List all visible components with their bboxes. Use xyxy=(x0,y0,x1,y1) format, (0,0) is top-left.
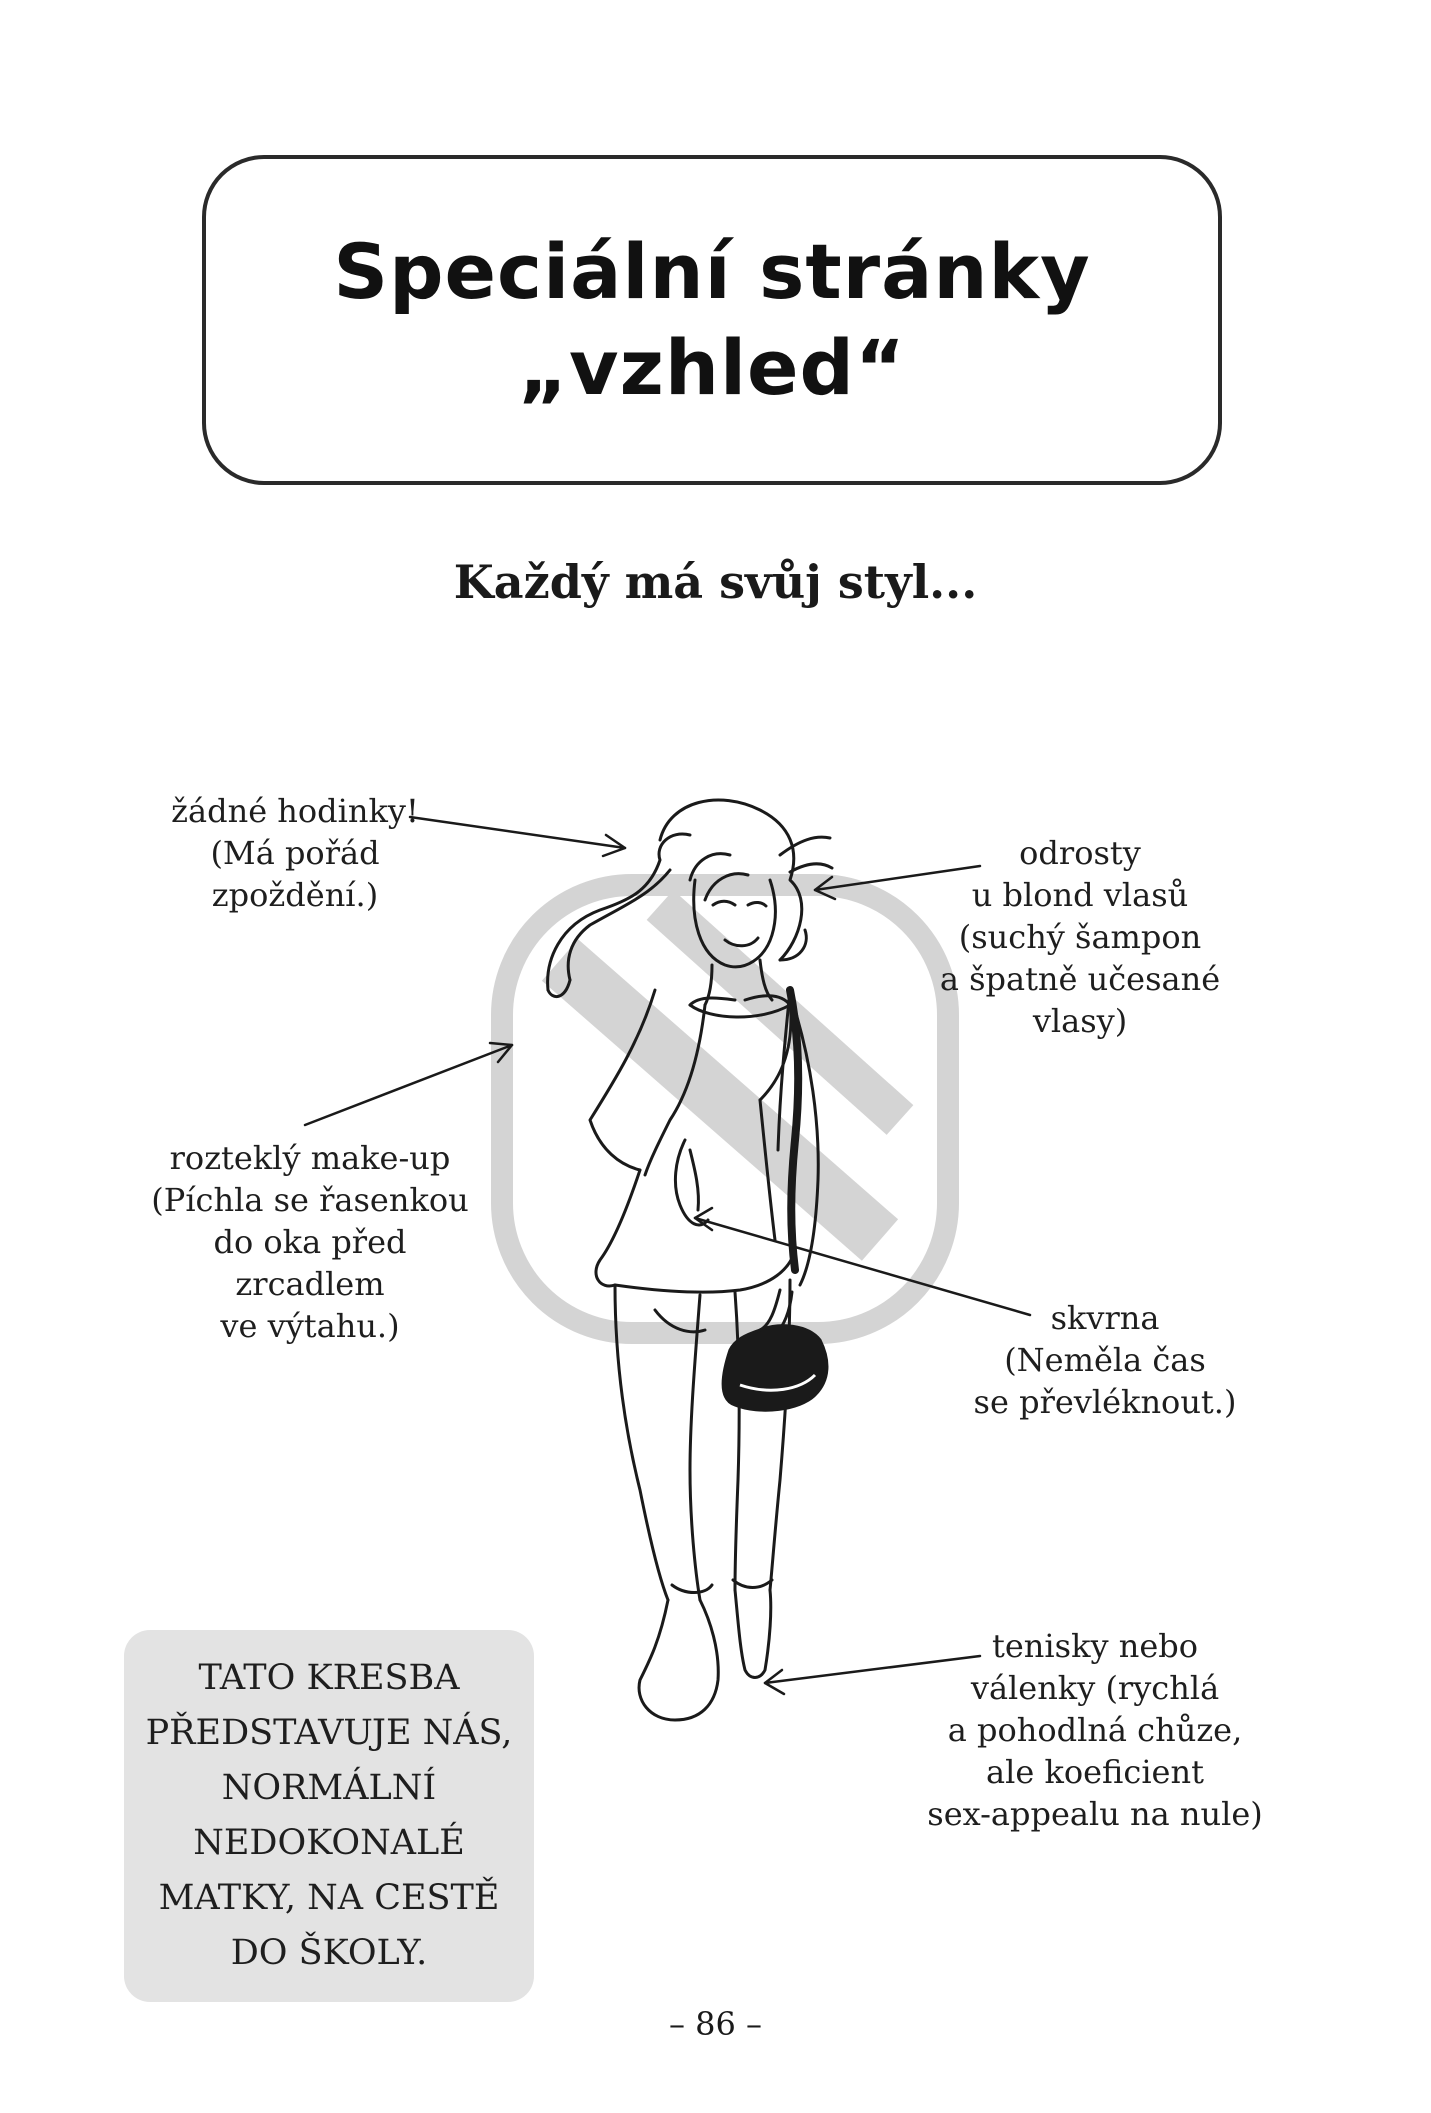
chapter-title-line-1: Speciální stránky xyxy=(333,227,1091,316)
annotation-makeup-line: (Píchla se řasenkou xyxy=(151,1181,469,1219)
annotation-shoes-line: válenky (rychlá xyxy=(970,1669,1220,1707)
note-line: MATKY, NA CESTĚ xyxy=(158,1878,500,1918)
annotation-shoes-line: tenisky nebo xyxy=(992,1627,1198,1665)
annotation-stain-line: skvrna xyxy=(1050,1299,1160,1337)
annotation-watch-line: zpoždění.) xyxy=(211,876,379,914)
annotation-makeup-line: zrcadlem xyxy=(235,1265,385,1303)
annotation-stain xyxy=(960,1297,1250,1423)
annotation-shoes-line: a pohodlná chůze, xyxy=(947,1711,1243,1749)
annotation-hair-line: vlasy) xyxy=(1032,1002,1128,1040)
annotation-makeup-line: rozteklý make-up xyxy=(169,1139,451,1177)
annotation-hair-line: odrosty xyxy=(1019,834,1141,872)
chapter-title-line-2: „vzhled“ xyxy=(518,323,906,412)
annotation-shoes-line: sex-appealu na nule) xyxy=(927,1795,1263,1833)
note-line: DO ŠKOLY. xyxy=(230,1933,428,1973)
note-line: TATO KRESBA xyxy=(198,1658,460,1698)
subtitle: Každý má svůj styl... xyxy=(453,555,978,609)
annotation-stain-line: (Neměla čas xyxy=(1004,1341,1206,1379)
annotation-makeup-line: ve výtahu.) xyxy=(220,1307,400,1345)
note-line: PŘEDSTAVUJE NÁS, xyxy=(145,1713,513,1753)
annotation-watch-line: žádné hodinky! xyxy=(171,792,419,830)
annotation-watch xyxy=(140,790,450,916)
annotation-stain-line: se převléknout.) xyxy=(973,1383,1237,1421)
annotation-shoes-line: ale koeficient xyxy=(986,1753,1204,1791)
arrow-to-face xyxy=(305,1043,512,1125)
annotation-hair xyxy=(930,832,1230,1042)
annotation-shoes xyxy=(925,1625,1265,1835)
annotation-makeup-line: do oka před xyxy=(213,1223,407,1261)
note-line: NEDOKONALÉ xyxy=(193,1823,465,1863)
note-box xyxy=(124,1630,534,2002)
page-number: – 86 – xyxy=(668,2005,763,2043)
note-line: NORMÁLNÍ xyxy=(221,1768,437,1808)
annotation-makeup xyxy=(150,1137,470,1347)
handbag xyxy=(723,1326,827,1411)
annotation-watch-line: (Má pořád xyxy=(210,834,380,872)
annotation-hair-line: a špatně učesané xyxy=(939,960,1221,998)
annotation-hair-line: u blond vlasů xyxy=(971,876,1189,914)
annotation-hair-line: (suchý šampon xyxy=(958,918,1202,956)
